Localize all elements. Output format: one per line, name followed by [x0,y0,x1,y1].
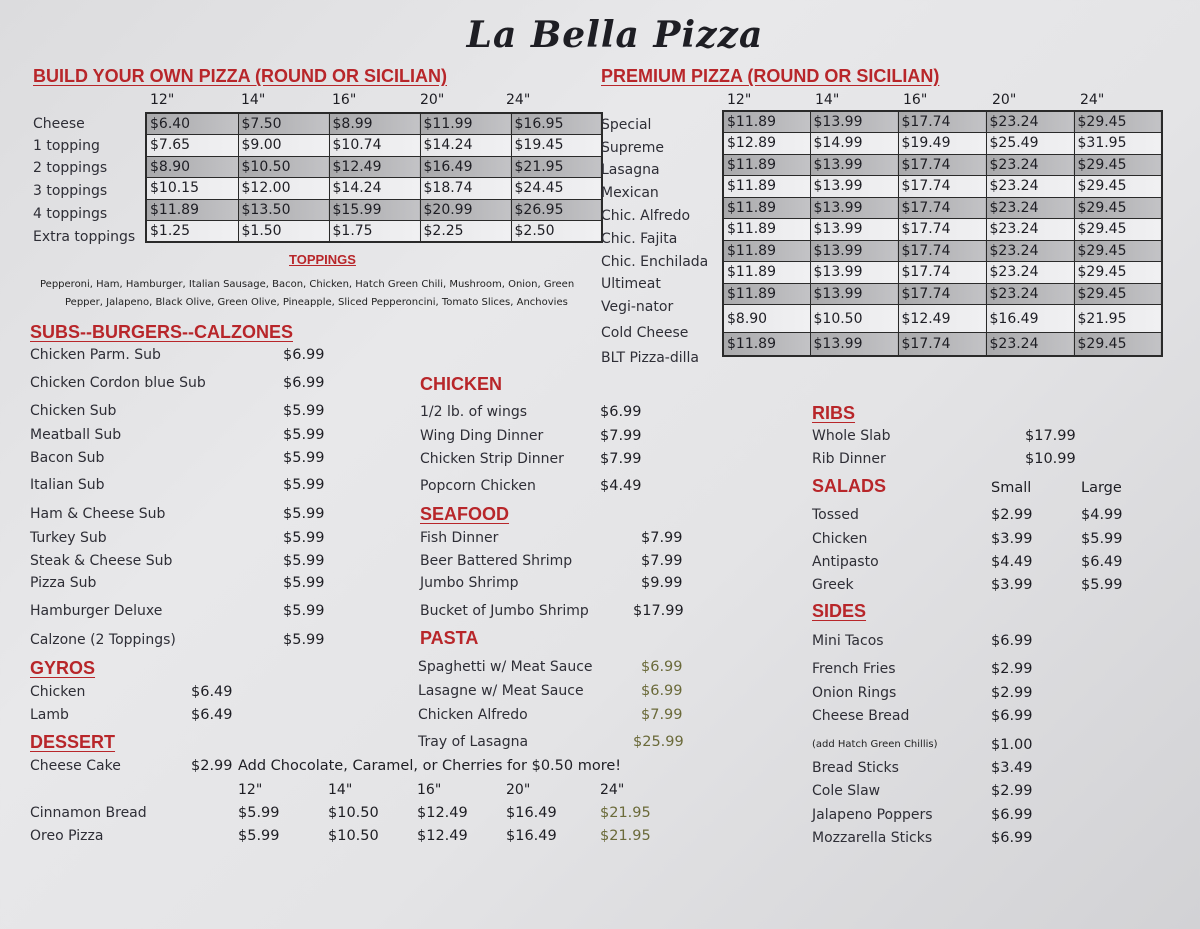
prem-row-label: Special [601,117,652,133]
prem-row-label: BLT Pizza-dilla [601,350,699,366]
price-cell: $17.74 [898,197,986,219]
menu-item-price: $17.99 [1025,428,1076,444]
price-cell: $11.89 [723,219,810,241]
menu-item-name: Chicken Strip Dinner [420,451,564,467]
price-cell: $10.74 [329,135,420,157]
menu-item-price: $7.99 [641,553,683,569]
prem-size-16: 16" [903,92,928,108]
menu-item-name: Tray of Lasagna [418,734,529,750]
menu-item-price: $4.49 [991,554,1033,570]
price-cell: $17.74 [898,262,986,284]
menu-item-price: $6.49 [191,707,233,723]
price-cell: $8.90 [146,156,238,178]
menu-item-name: Tossed [812,507,859,523]
menu-item-name: Ham & Cheese Sub [30,506,166,522]
menu-item-price: $10.99 [1025,451,1076,467]
menu-item-name: French Fries [812,661,896,677]
menu-item-price: $3.99 [991,577,1033,593]
price-cell: $19.49 [898,133,986,155]
subs-heading: SUBS--BURGERS--CALZONES [30,322,293,342]
price-cell: $1.75 [329,221,420,243]
price-cell: $9.00 [238,135,329,157]
prem-row-label: Chic. Enchilada [601,254,709,270]
prem-row-label: Vegi-nator [601,299,674,315]
price-cell: $17.74 [898,219,986,241]
price-cell: $26.95 [511,199,602,221]
prem-row-label: Chic. Fajita [601,231,678,247]
menu-item-name: Meatball Sub [30,427,122,443]
price-cell: $23.24 [986,262,1074,284]
price-cell: $12.49 [898,305,986,333]
menu-item-price: $5.99 [1081,577,1123,593]
price-cell: $8.90 [723,305,810,333]
table-row [723,283,1162,305]
price-cell: $13.99 [810,111,898,133]
price-cell: $15.99 [329,199,420,221]
prem-row-label: Lasagna [601,162,660,178]
premium-heading: PREMIUM PIZZA (ROUND OR SICILIAN) [601,66,940,86]
toppings-list-line2: Pepper, Jalapeno, Black Olive, Green Olive, Pineapple, Sliced Pepperoncini, Tomato Slices, Anchovies [65,297,568,308]
price-cell: $23.24 [986,283,1074,305]
price-cell: $13.99 [810,154,898,176]
menu-item-name: Spaghetti w/ Meat Sauce [418,659,593,675]
price-cell: $29.45 [1074,219,1162,241]
price-cell: $2.25 [420,221,511,243]
menu-item-price: $6.99 [991,708,1033,724]
price-cell: $17.74 [898,283,986,305]
price-cell: $23.24 [986,333,1074,356]
build-your-own-heading: BUILD YOUR OWN PIZZA (ROUND OR SICILIAN) [33,66,447,86]
menu-item-price: $5.99 [283,603,325,619]
table-row [146,221,602,243]
price-cell: $11.89 [723,333,810,356]
table-row [723,333,1162,356]
menu-item-price: $6.99 [600,404,642,420]
price-cell: $21.95 [511,156,602,178]
menu-item-price: $6.99 [641,683,683,699]
byo-row-label: 3 toppings [33,183,108,199]
menu-item-price: $6.99 [283,375,325,391]
price-cell: $23.24 [986,111,1074,133]
byo-row-label: 2 toppings [33,160,108,176]
price-cell: $17.74 [898,176,986,198]
byo-row-label: 4 toppings [33,206,108,222]
menu-item-name: Hamburger Deluxe [30,603,163,619]
price-cell: $11.89 [723,176,810,198]
byo-size-20: 20" [420,92,445,108]
dessert-size-24: 24" [600,782,625,798]
price-cell: $18.74 [420,178,511,200]
byo-size-16: 16" [332,92,357,108]
menu-item-price: $10.50 [328,805,379,821]
menu-item-price: $5.99 [283,506,325,522]
menu-item-name: Mini Tacos [812,633,884,649]
menu-item-price: $1.00 [991,737,1033,753]
menu-item-price: $5.99 [1081,531,1123,547]
premium-price-table [722,110,1163,357]
menu-item-name: 1/2 lb. of wings [420,404,527,420]
menu-item-name: Mozzarella Sticks [812,830,933,846]
menu-item-price: $6.99 [991,633,1033,649]
menu-item-price: $25.99 [633,734,684,750]
menu-item-name: Chicken [812,531,868,547]
table-row [146,135,602,157]
gyros-heading: GYROS [30,658,96,678]
price-cell: $10.50 [238,156,329,178]
menu-item-name: Antipasto [812,554,879,570]
menu-item-price: $5.99 [283,450,325,466]
table-row [723,197,1162,219]
price-cell: $11.89 [723,154,810,176]
menu-item-name: Italian Sub [30,477,105,493]
menu-item-name: Chicken Alfredo [418,707,528,723]
menu-item-price: $2.99 [191,758,233,774]
menu-item-price: $7.99 [641,707,683,723]
menu-item-price: $7.99 [641,530,683,546]
byo-row-label: Extra toppings [33,229,136,245]
price-cell: $14.24 [329,178,420,200]
menu-item-price: $6.99 [283,347,325,363]
menu-item-price: $5.99 [283,632,325,648]
salads-small-label: Small [991,480,1032,496]
menu-item-price: $6.99 [991,830,1033,846]
price-cell: $13.99 [810,219,898,241]
menu-item-price: $2.99 [991,661,1033,677]
price-cell: $23.24 [986,154,1074,176]
table-row [723,154,1162,176]
price-cell: $20.99 [420,199,511,221]
menu-item-price: $5.99 [283,427,325,443]
menu-item-name: (add Hatch Green Chillis) [812,739,938,750]
price-cell: $13.99 [810,176,898,198]
price-cell: $23.24 [986,240,1074,262]
menu-item-price: $4.49 [600,478,642,494]
menu-item-price: $5.99 [238,828,280,844]
menu-item-name: Bacon Sub [30,450,105,466]
prem-row-label: Chic. Alfredo [601,208,691,224]
menu-item-price: $21.95 [600,805,651,821]
menu-item-name: Beer Battered Shrimp [420,553,573,569]
price-cell: $11.89 [723,111,810,133]
byo-size-12: 12" [150,92,175,108]
menu-item-name: Bread Sticks [812,760,899,776]
table-row [723,262,1162,284]
price-cell: $29.45 [1074,333,1162,356]
price-cell: $1.25 [146,221,238,243]
menu-item-name: Jalapeno Poppers [812,807,933,823]
menu-item-name: Calzone (2 Toppings) [30,632,176,648]
menu-item-name: Chicken Parm. Sub [30,347,161,363]
dessert-size-20: 20" [506,782,531,798]
price-cell: $29.45 [1074,154,1162,176]
menu-item-name: Jumbo Shrimp [420,575,519,591]
prem-size-14: 14" [815,92,840,108]
price-cell: $13.99 [810,240,898,262]
menu-item-name: Bucket of Jumbo Shrimp [420,603,589,619]
table-row [146,178,602,200]
table-row [723,133,1162,155]
price-cell: $23.24 [986,176,1074,198]
price-cell: $16.49 [986,305,1074,333]
dessert-size-14: 14" [328,782,353,798]
price-cell: $24.45 [511,178,602,200]
menu-item-name: Chicken Cordon blue Sub [30,375,206,391]
price-cell: $25.49 [986,133,1074,155]
menu-item-price: $2.99 [991,507,1033,523]
menu-item-price: $2.99 [991,685,1033,701]
menu-item-name: Lamb [30,707,69,723]
menu-title: La Bella Pizza [466,14,764,56]
price-cell: $13.99 [810,197,898,219]
prem-row-label: Cold Cheese [601,325,689,341]
price-cell: $13.50 [238,199,329,221]
price-cell: $29.45 [1074,111,1162,133]
pasta-heading: PASTA [420,628,479,648]
menu-item-price: $3.99 [991,531,1033,547]
price-cell: $11.89 [723,283,810,305]
menu-item-name: Whole Slab [812,428,891,444]
toppings-heading: TOPPINGS [289,252,356,267]
menu-item-price: $5.99 [283,530,325,546]
menu-item-price: $4.99 [1081,507,1123,523]
menu-item-name: Chicken Sub [30,403,117,419]
menu-item-price: $9.99 [641,575,683,591]
price-cell: $10.15 [146,178,238,200]
menu-item-name: Pizza Sub [30,575,97,591]
price-cell: $29.45 [1074,197,1162,219]
price-cell: $13.99 [810,262,898,284]
menu-item-price: $17.99 [633,603,684,619]
menu-item-name: Popcorn Chicken [420,478,536,494]
menu-item-name: Steak & Cheese Sub [30,553,173,569]
menu-item-price: $5.99 [238,805,280,821]
table-row [146,113,602,135]
price-cell: $11.89 [146,199,238,221]
menu-item-price: $5.99 [283,403,325,419]
byo-size-24: 24" [506,92,531,108]
menu-item-price: $12.49 [417,828,468,844]
table-row [146,156,602,178]
price-cell: $11.89 [723,197,810,219]
menu-item-name: Greek [812,577,854,593]
byo-row-label: 1 topping [33,138,100,154]
menu-item-name: Turkey Sub [30,530,107,546]
byo-price-table [145,112,603,243]
prem-size-24: 24" [1080,92,1105,108]
salads-heading: SALADS [812,476,887,496]
price-cell: $6.40 [146,113,238,135]
menu-item-price: $7.99 [600,451,642,467]
price-cell: $11.99 [420,113,511,135]
price-cell: $17.74 [898,111,986,133]
chicken-heading: CHICKEN [420,374,503,394]
seafood-heading: SEAFOOD [420,504,510,524]
table-row [723,176,1162,198]
price-cell: $12.89 [723,133,810,155]
price-cell: $29.45 [1074,262,1162,284]
price-cell: $2.50 [511,221,602,243]
price-cell: $31.95 [1074,133,1162,155]
table-row [723,240,1162,262]
menu-item-price: $7.99 [600,428,642,444]
menu-item-price: $6.99 [641,659,683,675]
price-cell: $14.99 [810,133,898,155]
price-cell: $12.00 [238,178,329,200]
menu-item-name: Cheese Cake [30,758,121,774]
price-cell: $16.49 [420,156,511,178]
menu-item-name: Lasagne w/ Meat Sauce [418,683,584,699]
salads-large-label: Large [1081,480,1122,496]
menu-item-price: $5.99 [283,553,325,569]
menu-item-price: $16.49 [506,828,557,844]
sides-heading: SIDES [812,601,867,621]
price-cell: $29.45 [1074,176,1162,198]
menu-item-price: $5.99 [283,575,325,591]
price-cell: $29.45 [1074,240,1162,262]
dessert-size-12: 12" [238,782,263,798]
price-cell: $8.99 [329,113,420,135]
prem-row-label: Ultimeat [601,276,661,292]
menu-item-price: $6.99 [991,807,1033,823]
prem-size-12: 12" [727,92,752,108]
menu-item-price: $6.49 [1081,554,1123,570]
price-cell: $13.99 [810,333,898,356]
table-row [146,199,602,221]
price-cell: $23.24 [986,219,1074,241]
menu-item-name: Cinnamon Bread [30,805,147,821]
menu-item-price: $16.49 [506,805,557,821]
menu-item-name: Cheese Bread [812,708,910,724]
menu-item-price: $5.99 [283,477,325,493]
menu-item-name: Rib Dinner [812,451,886,467]
price-cell: $11.89 [723,262,810,284]
price-cell: $16.95 [511,113,602,135]
ribs-heading: RIBS [812,403,856,423]
menu-item-name: Wing Ding Dinner [420,428,544,444]
menu-item-price: $3.49 [991,760,1033,776]
price-cell: $10.50 [810,305,898,333]
menu-item-price: $12.49 [417,805,468,821]
price-cell: $17.74 [898,240,986,262]
menu-item-name: Oreo Pizza [30,828,104,844]
dessert-addon-note: Add Chocolate, Caramel, or Cherries for $0.50 more! [238,758,622,774]
toppings-list-line1: Pepperoni, Ham, Hamburger, Italian Sausage, Bacon, Chicken, Hatch Green Chili, Mushroom, Onion, Green [40,279,575,290]
menu-item-price: $2.99 [991,783,1033,799]
table-row [723,111,1162,133]
menu-item-name: Onion Rings [812,685,897,701]
price-cell: $29.45 [1074,283,1162,305]
menu-item-name: Fish Dinner [420,530,499,546]
menu-item-price: $10.50 [328,828,379,844]
prem-row-label: Mexican [601,185,659,201]
price-cell: $7.65 [146,135,238,157]
byo-row-label: Cheese [33,116,85,132]
table-row [723,305,1162,333]
price-cell: $12.49 [329,156,420,178]
dessert-size-16: 16" [417,782,442,798]
prem-row-label: Supreme [601,140,664,156]
price-cell: $23.24 [986,197,1074,219]
price-cell: $19.45 [511,135,602,157]
prem-size-20: 20" [992,92,1017,108]
byo-size-14: 14" [241,92,266,108]
menu-item-name: Cole Slaw [812,783,881,799]
price-cell: $11.89 [723,240,810,262]
price-cell: $13.99 [810,283,898,305]
price-cell: $1.50 [238,221,329,243]
menu-item-price: $6.49 [191,684,233,700]
price-cell: $17.74 [898,154,986,176]
table-row [723,219,1162,241]
price-cell: $14.24 [420,135,511,157]
price-cell: $7.50 [238,113,329,135]
price-cell: $17.74 [898,333,986,356]
dessert-heading: DESSERT [30,732,116,752]
price-cell: $21.95 [1074,305,1162,333]
menu-item-name: Chicken [30,684,86,700]
menu-item-price: $21.95 [600,828,651,844]
